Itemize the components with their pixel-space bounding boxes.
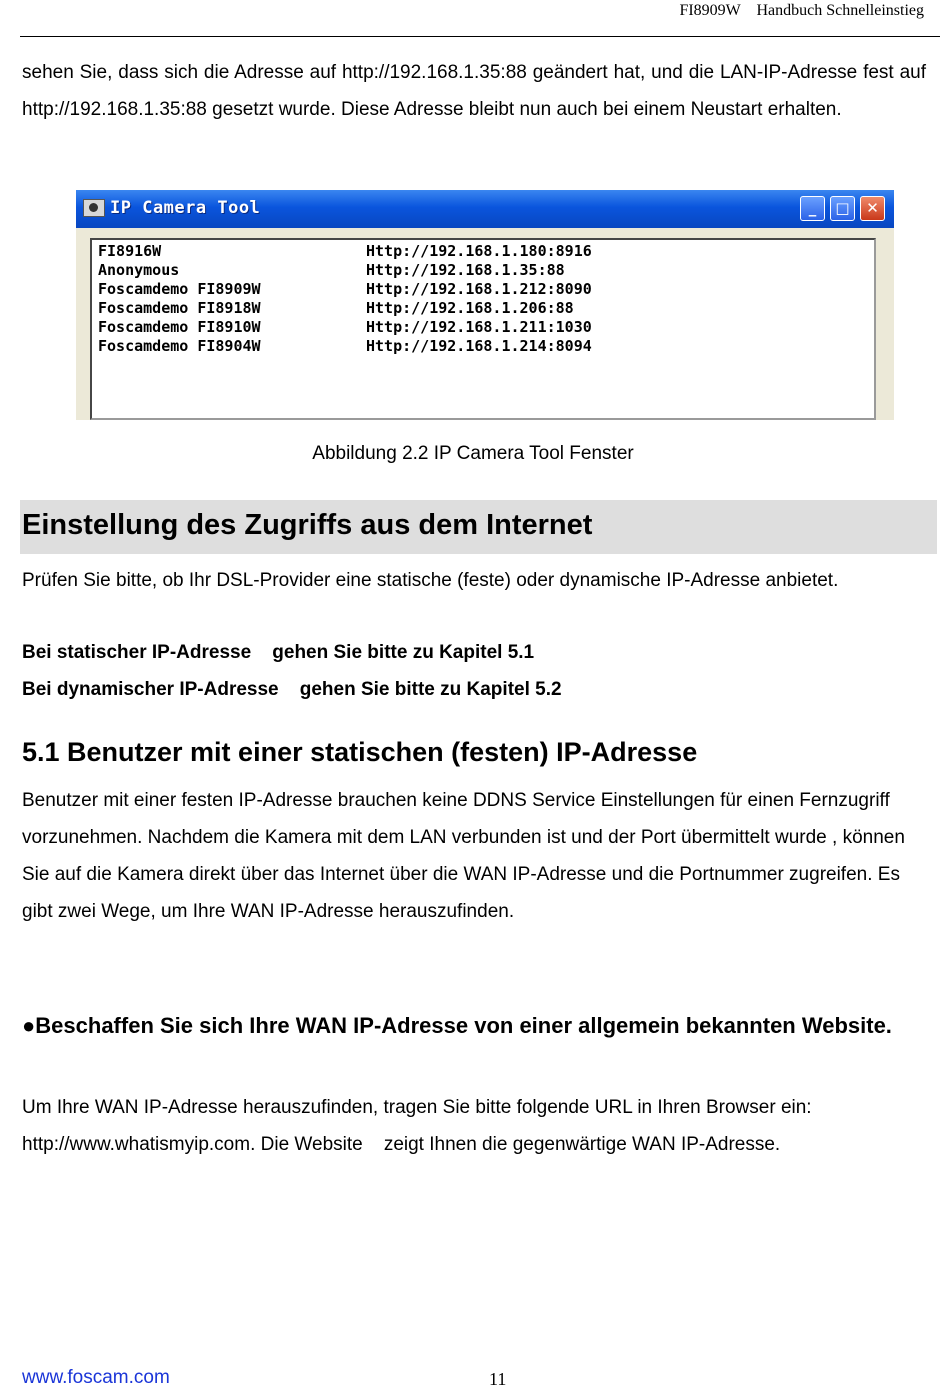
bullet-heading: ●Beschaffen Sie sich Ihre WAN IP-Adresse von einer allgemein bekannten Website. [22,1013,892,1038]
camera-url: Http://192.168.1.212:8090 [366,280,592,298]
ip-camera-tool-window [76,190,894,420]
camera-name: FI8916W [98,242,162,260]
camera-name: Foscamdemo FI8909W [98,280,261,298]
camera-url: Http://192.168.1.214:8094 [366,337,592,355]
header-title: FI8909W Handbuch Schnelleinstieg [679,2,924,19]
dynamic-ip-instruction: Bei dynamischer IP-Adresse gehen Sie bitte zu Kapitel 5.2 [22,679,562,700]
figure-caption: Abbildung 2.2 IP Camera Tool Fenster [312,443,634,464]
section-title: Einstellung des Zugriffs aus dem Internet [22,509,593,541]
camera-name: Anonymous [98,261,180,279]
section-heading-bar [20,500,937,554]
camera-list [90,238,876,420]
footer-website-link[interactable]: www.foscam.com [22,1367,170,1388]
header-rule [20,36,940,37]
camera-url: Http://192.168.1.211:1030 [366,318,592,336]
close-button[interactable]: ✕ [860,196,885,221]
minimize-button[interactable]: _ [800,196,825,221]
subsection-title: 5.1 Benutzer mit einer statischen (festen) IP-Adresse [22,737,698,767]
bullet-paragraph: Um Ihre WAN IP-Adresse herauszufinden, tragen Sie bitte folgende URL in Ihren Browser ein: http://www.whatismyip.com. Die Website zeigt Ihnen die gegenwärtige WAN IP-Adresse. [22,1097,817,1155]
camera-name: Foscamdemo FI8910W [98,318,261,336]
camera-url: Http://192.168.1.35:88 [366,261,565,279]
camera-name: Foscamdemo FI8918W [98,299,261,317]
maximize-button[interactable]: □ [830,196,855,221]
window-title: IP Camera Tool [110,198,261,218]
section-paragraph: Prüfen Sie bitte, ob Ihr DSL-Provider eine statische (feste) oder dynamische IP-Adresse anbietet. [22,570,839,591]
camera-name: Foscamdemo FI8904W [98,337,261,355]
camera-url: Http://192.168.1.180:8916 [366,242,592,260]
subsection-paragraph: Benutzer mit einer festen IP-Adresse brauchen keine DDNS Service Einstellungen für einen Fernzugriff vorzunehmen. Nachdem die Kamera mit dem LAN verbunden ist und der Port übermittelt wurde , können Sie auf die Kamera direkt über das Internet über die WAN IP-Adresse und die Portnummer zugreifen. Es gibt zwei Wege, um Ihre WAN IP-Adresse herauszufinden. [22,790,905,922]
static-ip-instruction: Bei statischer IP-Adresse gehen Sie bitte zu Kapitel 5.1 [22,642,535,663]
page-number: 11 [489,1369,507,1389]
intro-paragraph: sehen Sie, dass sich die Adresse auf http://192.168.1.35:88 geändert hat, und die LAN-IP-Adresse fest auf http://192.168.1.35:88 gesetzt wurde. Diese Adresse bleibt nun auch bei einem Neustart erhalten. [22,62,926,120]
camera-app-icon [83,199,105,217]
camera-url: Http://192.168.1.206:88 [366,299,574,317]
window-titlebar [76,190,894,228]
